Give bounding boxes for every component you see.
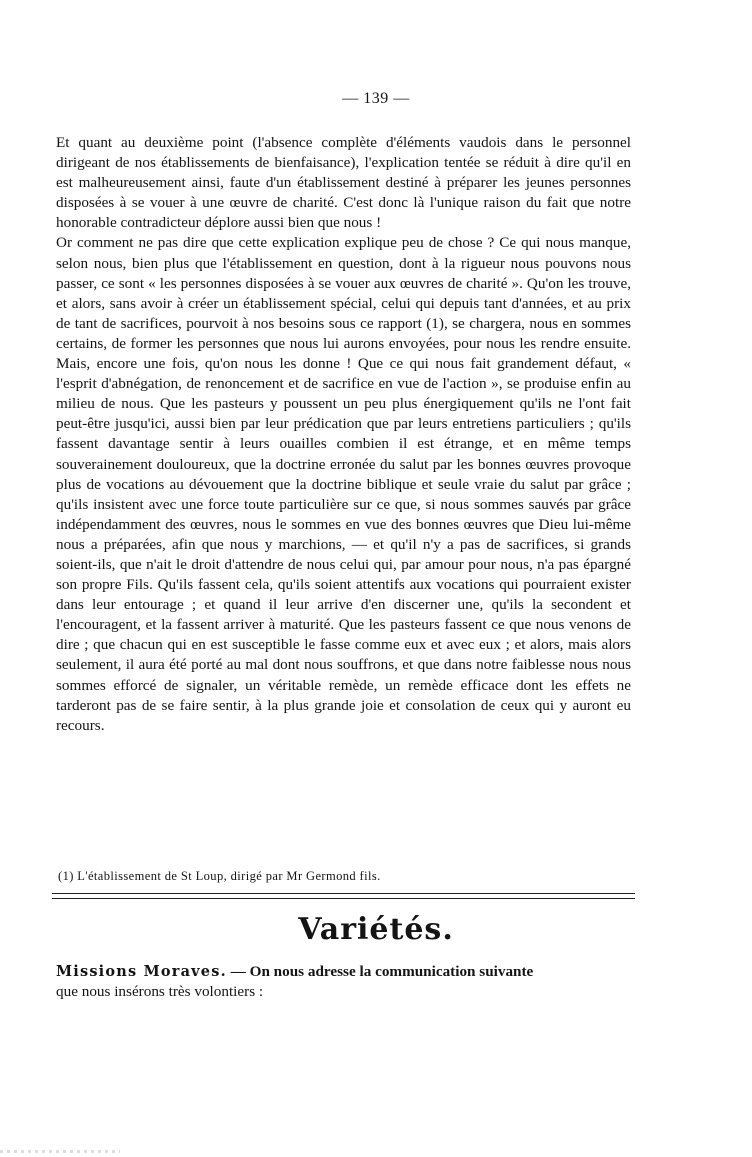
page-number: — 139 — (342, 90, 410, 107)
section-title: Variétés. (298, 912, 454, 947)
section-text: que nous insérons très volontiers : (56, 983, 264, 1001)
section-body (56, 962, 636, 1002)
footnote: (1) L'établissement de St Loup, dirigé par Mr Germond fils. (58, 869, 381, 883)
section-heading: Missions Moraves. (56, 963, 227, 980)
paragraph-2: Or comment ne pas dire que cette explication explique peu de chose ? Ce qui nous manque, selon nous, bien plus que l'établissement en question, dont à la rigueur nous pouvons nous passer, ce sont « les personnes disposées à se vouer aux œuvres de charité ». Qu'on les trouve, et alors, sans avoir à créer un établissement spécial, celui qui depuis tant d'années, et au prix de tant de sacrifices, pourvoit à nos besoins sous ce rapport (1), se chargera, nous en sommes certains, de former les personnes que nous lui aurons envoyées, pour nous les rendre ensuite. Mais, encore une fois, qu'on nous les donne ! Que ce qui nous fait grandement défaut, « l'esprit d'abnégation, de renoncement et de sacrifice en vue de l'action », se produise enfin au milieu de nous. Que les pasteurs y poussent un peu plus énergiquement qu'ils ne l'ont fait peut-être jusqu'ici, aussi bien par leur prédication que par leurs entretiens particuliers ; qu'ils fassent davantage sentir à leurs ouailles combien il est étrange, et en même temps souverainement douloureux, que la doctrine erronée du salut par les bonnes œuvres provoque plus de vocations au dévouement que la doctrine biblique et seule vraie du salut par grâce ; qu'ils insistent avec une force toute particulière sur ce que, si nous sommes sauvés par grâce indépendamment des œuvres, nous le sommes en vue des bonnes œuvres que Dieu lui-même nous a préparées, afin que nous y marchions, — et qu'il n'y a pas de sacrifices, si grands soient-ils, que n'ait le droit d'attendre de nous celui qui, par amour pour nous, n'a pas épargné son propre Fils. Qu'ils fassent cela, qu'ils soient attentifs aux vocations qui pourraient exister dans leur entourage ; et quand il leur arrive d'en discerner une, qu'ils la secondent et l'encouragent, et la fassent arriver à maturité. Que les pasteurs fassent ce que nous venons de dire ; que chacun qui en est susceptible le fasse comme eux et avec eux ; et alors, mais alors seulement, il aura été porté au mal dont nous souffrons, et que dans notre faiblesse nous nous sommes efforcé de signaler, un véritable remède, un remède efficace dont les effets ne tarderont pas de se faire sentir, à la plus grande joie et consolation de ceux qui y auront eu recours. (56, 234, 631, 734)
paragraph-1: Et quant au deuxième point (l'absence complète d'éléments vaudois dans le personnel dirigeant de nos établissements de bienfaisance), l'explication tentée se réduit à dire qu'il en est malheureusement ainsi, faute d'un établissement destiné à préparer les jeunes personnes disposées à se vouer à une œuvre de charité. C'est donc là l'unique raison du fait que notre honorable contradicteur déplore aussi bien que nous ! (56, 134, 631, 232)
scan-artifact (0, 1150, 120, 1153)
section-lead: — On nous adresse la communication suivante (230, 963, 534, 980)
divider-rule-bottom (52, 898, 635, 899)
divider-rule-top (52, 893, 635, 894)
main-text (56, 133, 631, 736)
